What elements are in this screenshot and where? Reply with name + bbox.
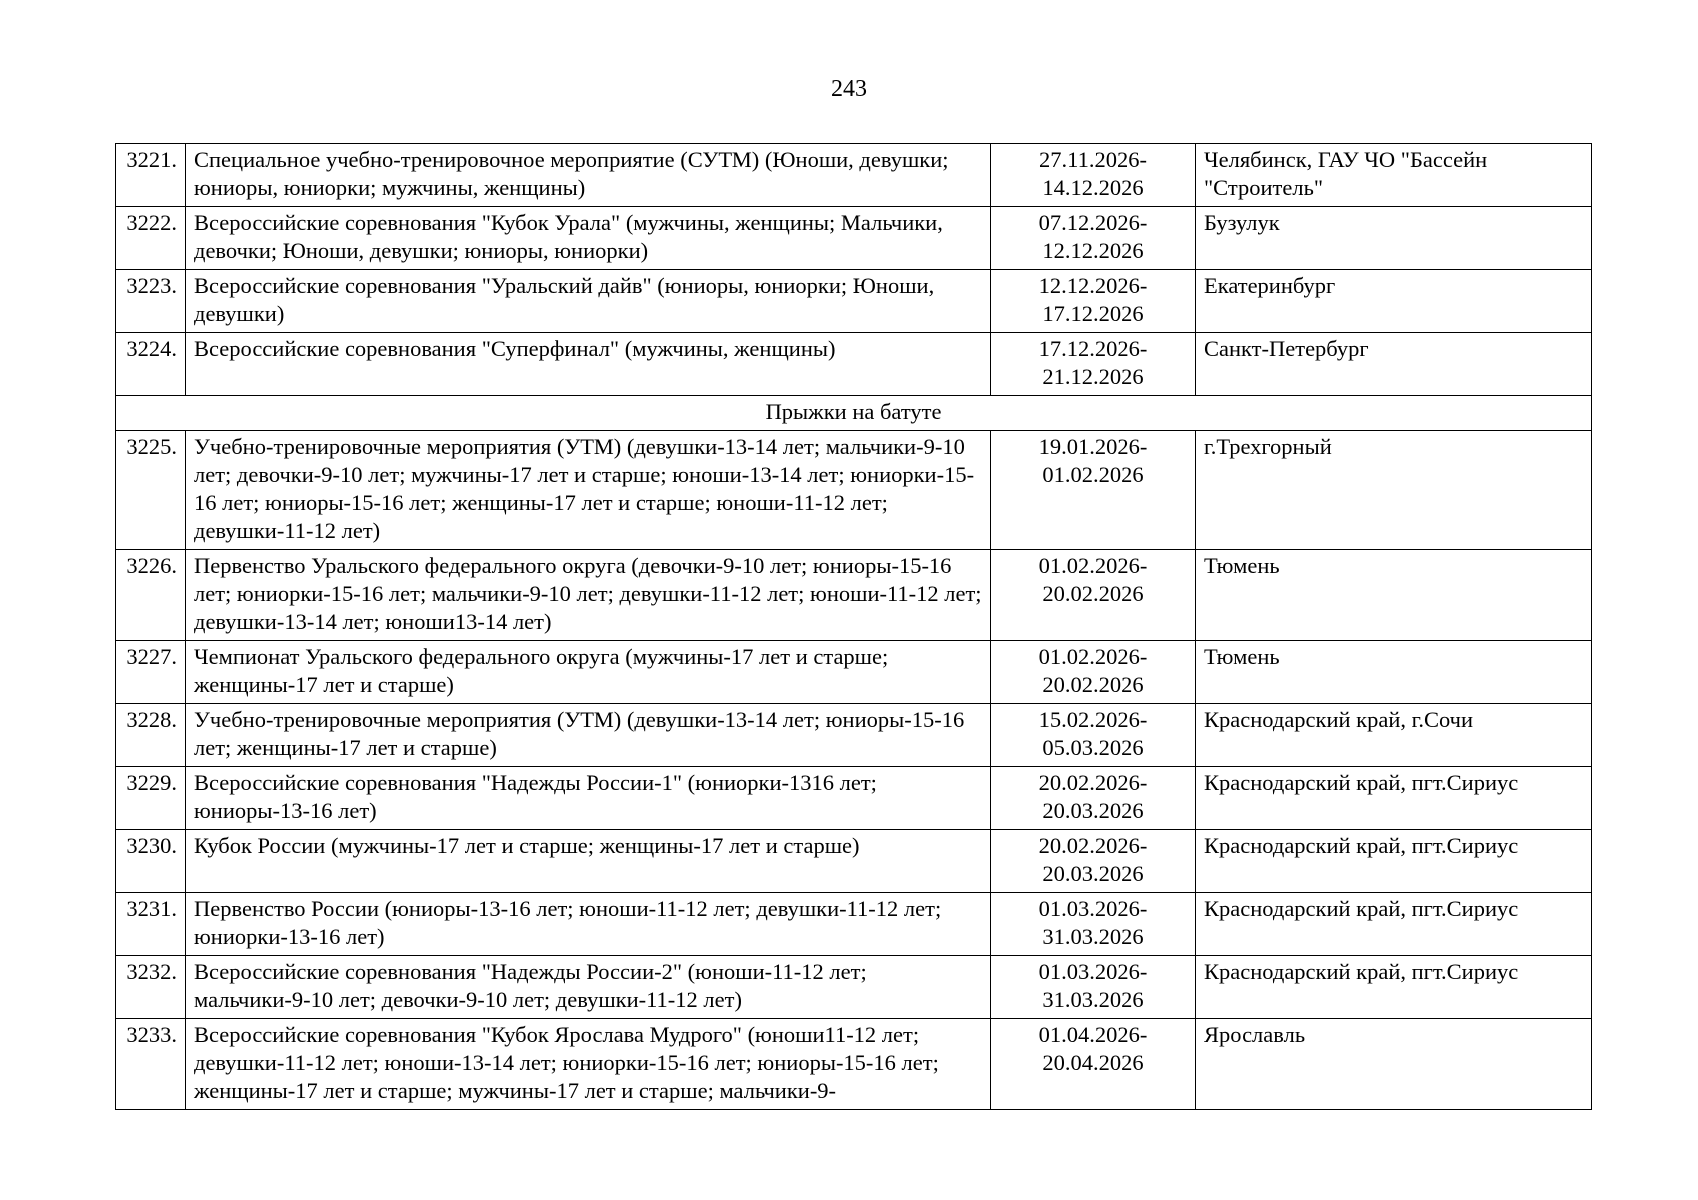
event-name: Кубок России (мужчины-17 лет и старше; женщины-17 лет и старше) — [186, 830, 991, 893]
date-end: 05.03.2026 — [1042, 735, 1144, 760]
event-place: Санкт-Петербург — [1196, 333, 1592, 396]
event-place: Краснодарский край, пгт.Сириус — [1196, 767, 1592, 830]
event-place: Краснодарский край, пгт.Сириус — [1196, 956, 1592, 1019]
event-place: Тюмень — [1196, 550, 1592, 641]
event-dates — [991, 207, 1196, 270]
date-end: 17.12.2026 — [1042, 301, 1144, 326]
date-start: 20.02.2026- — [1038, 833, 1148, 858]
date-start: 01.02.2026- — [1038, 644, 1148, 669]
date-start: 12.12.2026- — [1038, 273, 1148, 298]
event-name: Всероссийские соревнования "Уральский дайв" (юниоры, юниорки; Юноши, девушки) — [186, 270, 991, 333]
event-name: Учебно-тренировочные мероприятия (УТМ) (девушки-13-14 лет; юниоры-15-16 лет; женщины-17 лет и старше) — [186, 704, 991, 767]
page-number: 243 — [831, 76, 867, 102]
table-row — [116, 956, 1592, 1019]
table-row — [116, 641, 1592, 704]
event-dates — [991, 830, 1196, 893]
event-name: Всероссийские соревнования "Кубок Ярослава Мудрого" (юноши11-12 лет; девушки-11-12 лет; юноши-13-14 лет; юниорки-15-16 лет; юниоры-15-16 лет; женщины-17 лет и старше; мужчины-17 лет и старше; мальчики-9- — [186, 1019, 991, 1110]
event-place: Ярославль — [1196, 1019, 1592, 1110]
event-name: Первенство Уральского федерального округа (девочки-9-10 лет; юниоры-15-16 лет; юниорки-15-16 лет; мальчики-9-10 лет; девушки-11-12 лет; юноши-11-12 лет; девушки-13-14 лет; юноши13-14 лет) — [186, 550, 991, 641]
event-dates — [991, 144, 1196, 207]
event-place: Краснодарский край, пгт.Сириус — [1196, 893, 1592, 956]
row-number: 3232. — [116, 956, 186, 1019]
table-row — [116, 550, 1592, 641]
event-place: Краснодарский край, пгт.Сириус — [1196, 830, 1592, 893]
event-name: Всероссийские соревнования "Кубок Урала" (мужчины, женщины; Мальчики, девочки; Юноши, девушки; юниоры, юниорки) — [186, 207, 991, 270]
event-place: Бузулук — [1196, 207, 1592, 270]
date-end: 20.03.2026 — [1042, 798, 1144, 823]
row-number: 3225. — [116, 431, 186, 550]
section-title: Прыжки на батуте — [116, 396, 1592, 431]
table-row — [116, 431, 1592, 550]
date-end: 31.03.2026 — [1042, 924, 1144, 949]
date-end: 21.12.2026 — [1042, 364, 1144, 389]
event-name: Всероссийские соревнования "Надежды России-1" (юниорки-1316 лет; юниоры-13-16 лет) — [186, 767, 991, 830]
date-end: 20.02.2026 — [1042, 672, 1144, 697]
event-dates — [991, 893, 1196, 956]
table-row — [116, 270, 1592, 333]
date-end: 20.04.2026 — [1042, 1050, 1144, 1075]
row-number: 3222. — [116, 207, 186, 270]
date-start: 17.12.2026- — [1038, 336, 1148, 361]
row-number: 3226. — [116, 550, 186, 641]
table-row — [116, 893, 1592, 956]
event-dates — [991, 1019, 1196, 1110]
row-number: 3229. — [116, 767, 186, 830]
date-start: 07.12.2026- — [1038, 210, 1148, 235]
date-end: 01.02.2026 — [1042, 462, 1144, 487]
events-table — [115, 143, 1592, 1110]
date-start: 15.02.2026- — [1038, 707, 1148, 732]
date-end: 31.03.2026 — [1042, 987, 1144, 1012]
event-dates — [991, 767, 1196, 830]
table-row — [116, 144, 1592, 207]
row-number: 3228. — [116, 704, 186, 767]
date-start: 01.03.2026- — [1038, 896, 1148, 921]
event-dates — [991, 641, 1196, 704]
row-number: 3224. — [116, 333, 186, 396]
event-dates — [991, 270, 1196, 333]
date-start: 27.11.2026- — [1039, 147, 1147, 172]
row-number: 3221. — [116, 144, 186, 207]
date-start: 20.02.2026- — [1038, 770, 1148, 795]
event-name: Всероссийские соревнования "Надежды России-2" (юноши-11-12 лет; мальчики-9-10 лет; девочки-9-10 лет; девушки-11-12 лет) — [186, 956, 991, 1019]
event-place: Тюмень — [1196, 641, 1592, 704]
event-dates — [991, 550, 1196, 641]
event-place: г.Трехгорный — [1196, 431, 1592, 550]
date-end: 14.12.2026 — [1042, 175, 1144, 200]
date-start: 01.02.2026- — [1038, 553, 1148, 578]
row-number: 3231. — [116, 893, 186, 956]
row-number: 3227. — [116, 641, 186, 704]
section-row — [116, 396, 1592, 431]
event-dates — [991, 956, 1196, 1019]
row-number: 3233. — [116, 1019, 186, 1110]
event-name: Всероссийские соревнования "Суперфинал" (мужчины, женщины) — [186, 333, 991, 396]
event-dates — [991, 333, 1196, 396]
row-number: 3223. — [116, 270, 186, 333]
table-row — [116, 767, 1592, 830]
event-name: Первенство России (юниоры-13-16 лет; юноши-11-12 лет; девушки-11-12 лет; юниорки-13-16 лет) — [186, 893, 991, 956]
event-place: Краснодарский край, г.Сочи — [1196, 704, 1592, 767]
date-end: 12.12.2026 — [1042, 238, 1144, 263]
date-start: 01.04.2026- — [1038, 1022, 1148, 1047]
date-end: 20.03.2026 — [1042, 861, 1144, 886]
event-dates — [991, 431, 1196, 550]
event-place: Челябинск, ГАУ ЧО "Бассейн "Строитель" — [1196, 144, 1592, 207]
date-start: 01.03.2026- — [1038, 959, 1148, 984]
table-row — [116, 704, 1592, 767]
table-row — [116, 1019, 1592, 1110]
row-number: 3230. — [116, 830, 186, 893]
event-name: Специальное учебно-тренировочное мероприятие (СУТМ) (Юноши, девушки; юниоры, юниорки; мужчины, женщины) — [186, 144, 991, 207]
event-dates — [991, 704, 1196, 767]
table-row — [116, 830, 1592, 893]
date-start: 19.01.2026- — [1038, 434, 1148, 459]
event-name: Чемпионат Уральского федерального округа (мужчины-17 лет и старше; женщины-17 лет и старше) — [186, 641, 991, 704]
event-place: Екатеринбург — [1196, 270, 1592, 333]
event-name: Учебно-тренировочные мероприятия (УТМ) (девушки-13-14 лет; мальчики-9-10 лет; девочки-9-10 лет; мужчины-17 лет и старше; юноши-13-14 лет; юниорки-15-16 лет; юниоры-15-16 лет; женщины-17 лет и старше; юноши-11-12 лет; девушки-11-12 лет) — [186, 431, 991, 550]
table-row — [116, 207, 1592, 270]
table-row — [116, 333, 1592, 396]
date-end: 20.02.2026 — [1042, 581, 1144, 606]
